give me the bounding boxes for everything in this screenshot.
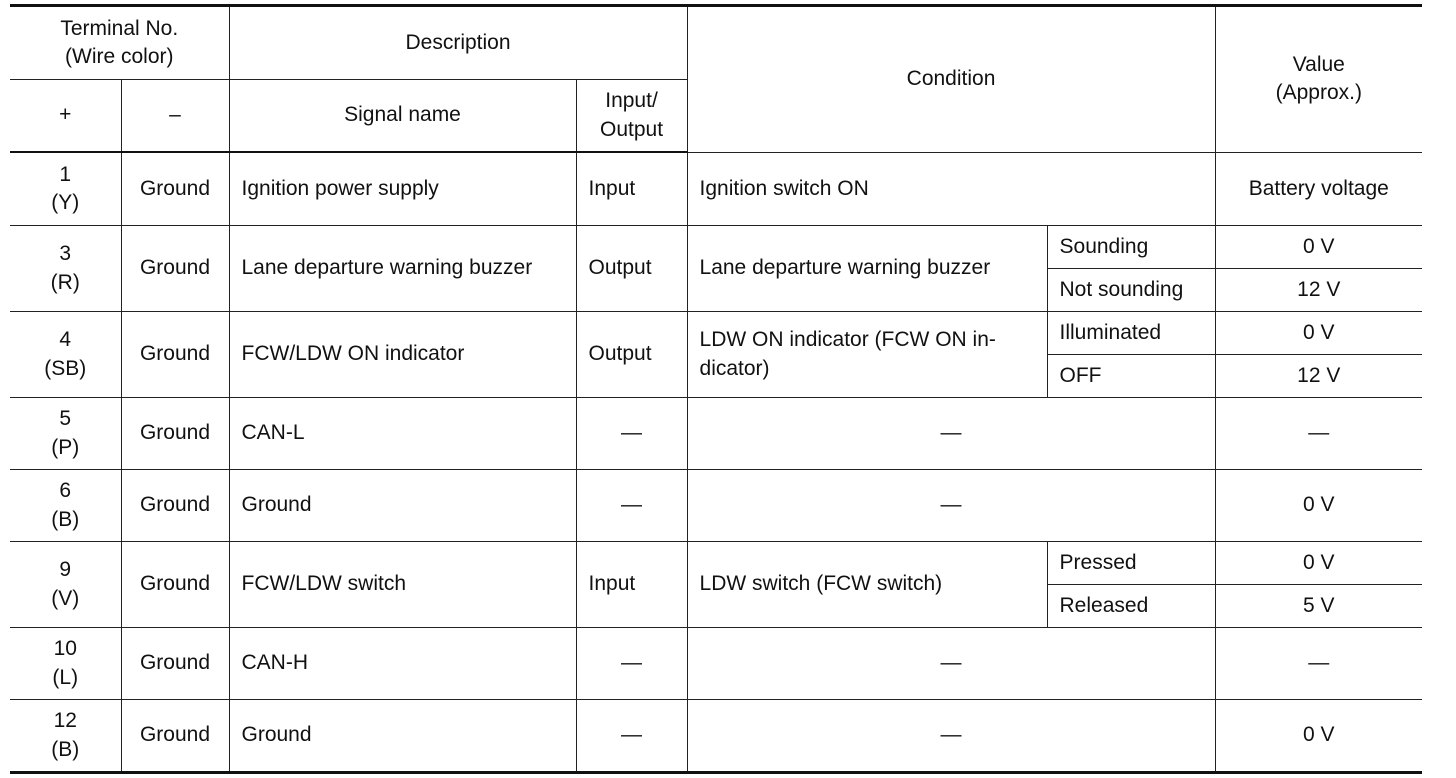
terminal-cell bbox=[10, 152, 121, 226]
header-input-output-line2: Output bbox=[599, 117, 664, 141]
signal-name-cell: Lane departure warning buzzer bbox=[229, 226, 576, 312]
ground-cell: Ground bbox=[121, 542, 229, 628]
terminal-cell bbox=[10, 470, 121, 542]
terminal-number: 12 bbox=[53, 709, 77, 733]
terminal-spec-table bbox=[10, 4, 1422, 774]
wire-color: (R) bbox=[50, 270, 80, 294]
wire-color: (B) bbox=[51, 507, 80, 531]
terminal-cell bbox=[10, 700, 121, 773]
signal-name-cell: CAN-H bbox=[229, 628, 576, 700]
table-row bbox=[10, 470, 1422, 542]
ground-cell: Ground bbox=[121, 628, 229, 700]
terminal-cell bbox=[10, 628, 121, 700]
header-value bbox=[1215, 6, 1422, 153]
condition-cell: — bbox=[687, 700, 1215, 773]
wire-color: (B) bbox=[51, 737, 80, 761]
terminal-number: 9 bbox=[59, 558, 72, 582]
condition-cell: — bbox=[687, 628, 1215, 700]
table-row bbox=[10, 398, 1422, 470]
wire-color: (L) bbox=[52, 665, 79, 689]
ground-cell: Ground bbox=[121, 398, 229, 470]
io-cell: — bbox=[576, 628, 687, 700]
header-wire-color-label: (Wire color) bbox=[65, 45, 174, 68]
signal-name-cell: CAN-L bbox=[229, 398, 576, 470]
wire-color: (SB) bbox=[44, 356, 87, 380]
wire-color: (V) bbox=[51, 586, 80, 610]
header-terminal-no bbox=[10, 6, 229, 80]
value-cell: 12 V bbox=[1215, 269, 1422, 312]
table-row bbox=[10, 542, 1422, 585]
condition-line1: LDW ON indicator (FCW ON in- bbox=[699, 328, 996, 352]
ground-cell: Ground bbox=[121, 700, 229, 773]
io-cell: — bbox=[576, 398, 687, 470]
value-cell: 0 V bbox=[1215, 226, 1422, 269]
table-row bbox=[10, 628, 1422, 700]
condition-line2: dicator) bbox=[699, 356, 770, 380]
sub-condition-cell: Released bbox=[1047, 585, 1215, 628]
ground-cell: Ground bbox=[121, 152, 229, 226]
header-plus: + bbox=[10, 80, 121, 153]
terminal-number: 5 bbox=[59, 407, 72, 431]
condition-cell: — bbox=[687, 470, 1215, 542]
value-cell: 0 V bbox=[1215, 470, 1422, 542]
ground-cell: Ground bbox=[121, 470, 229, 542]
terminal-cell bbox=[10, 312, 121, 398]
header-signal-name: Signal name bbox=[229, 80, 576, 153]
header-minus: – bbox=[121, 80, 229, 153]
value-cell: 12 V bbox=[1215, 355, 1422, 398]
signal-name-cell: FCW/LDW ON indicator bbox=[229, 312, 576, 398]
ground-cell: Ground bbox=[121, 312, 229, 398]
value-cell: 0 V bbox=[1215, 312, 1422, 355]
terminal-number: 3 bbox=[59, 242, 72, 266]
io-cell: — bbox=[576, 700, 687, 773]
header-condition: Condition bbox=[687, 6, 1215, 153]
io-cell: Output bbox=[576, 312, 687, 398]
sub-condition-cell: OFF bbox=[1047, 355, 1215, 398]
table-row bbox=[10, 226, 1422, 269]
sub-condition-cell: Pressed bbox=[1047, 542, 1215, 585]
value-cell: 0 V bbox=[1215, 700, 1422, 773]
header-value-sub-label: (Approx.) bbox=[1275, 81, 1362, 105]
header-value-label: Value bbox=[1292, 52, 1345, 76]
sub-condition-cell: Sounding bbox=[1047, 226, 1215, 269]
table-row bbox=[10, 312, 1422, 355]
terminal-number: 4 bbox=[59, 328, 72, 352]
terminal-cell bbox=[10, 226, 121, 312]
value-cell: — bbox=[1215, 628, 1422, 700]
wire-color: (P) bbox=[51, 435, 80, 459]
header-input-output bbox=[576, 80, 687, 153]
sub-condition-cell: Illuminated bbox=[1047, 312, 1215, 355]
signal-name-cell: Ground bbox=[229, 700, 576, 773]
condition-cell bbox=[687, 312, 1047, 398]
signal-name-cell: Ignition power supply bbox=[229, 152, 576, 226]
value-cell: Battery voltage bbox=[1215, 152, 1422, 226]
io-cell: Output bbox=[576, 226, 687, 312]
condition-cell: Lane departure warning buzzer bbox=[687, 226, 1047, 312]
value-cell: — bbox=[1215, 398, 1422, 470]
io-cell: Input bbox=[576, 152, 687, 226]
io-cell: Input bbox=[576, 542, 687, 628]
ground-cell: Ground bbox=[121, 226, 229, 312]
header-terminal-no-label: Terminal No. bbox=[60, 16, 179, 40]
terminal-cell bbox=[10, 398, 121, 470]
terminal-number: 1 bbox=[59, 162, 72, 186]
condition-cell: LDW switch (FCW switch) bbox=[687, 542, 1047, 628]
terminal-table-container bbox=[10, 4, 1422, 774]
signal-name-cell: Ground bbox=[229, 470, 576, 542]
terminal-number: 10 bbox=[53, 637, 77, 661]
terminal-number: 6 bbox=[59, 479, 72, 503]
table-row bbox=[10, 700, 1422, 773]
wire-color: (Y) bbox=[51, 191, 80, 214]
condition-cell: Ignition switch ON bbox=[687, 152, 1215, 226]
value-cell: 0 V bbox=[1215, 542, 1422, 585]
condition-cell: — bbox=[687, 398, 1215, 470]
header-input-output-line1: Input/ bbox=[605, 89, 658, 113]
signal-name-cell: FCW/LDW switch bbox=[229, 542, 576, 628]
table-row bbox=[10, 152, 1422, 226]
header-description: Description bbox=[229, 6, 687, 80]
sub-condition-cell: Not sounding bbox=[1047, 269, 1215, 312]
value-cell: 5 V bbox=[1215, 585, 1422, 628]
io-cell: — bbox=[576, 470, 687, 542]
terminal-cell bbox=[10, 542, 121, 628]
